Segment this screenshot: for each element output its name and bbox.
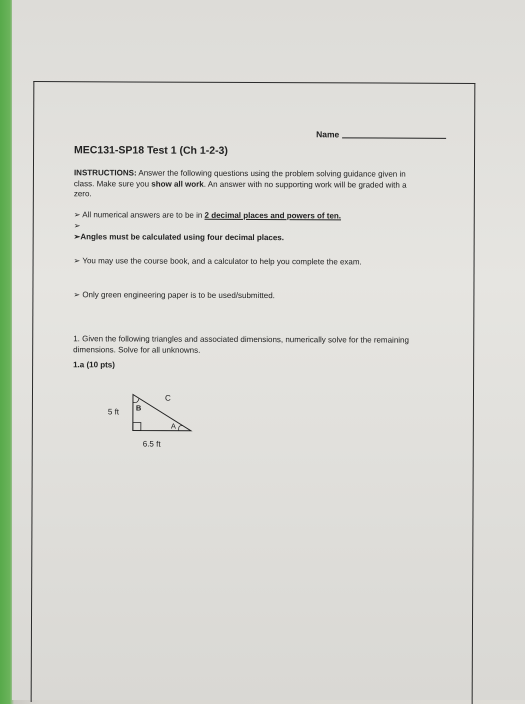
vertical-side-label: 5 ft [107, 407, 120, 417]
exam-title: MEC131-SP18 Test 1 (Ch 1-2-3) [74, 144, 228, 157]
bullet1-underlined: 2 decimal places and powers of ten. [204, 210, 342, 221]
bullet4-text: Only green engineering paper is to be used/submitted. [80, 290, 275, 301]
angle-a-arc [179, 426, 183, 431]
arrow-icon: ➢ [73, 232, 81, 242]
arrow-icon: ➢ [73, 290, 81, 300]
exam-page [31, 81, 476, 704]
angle-b-arc [133, 398, 139, 402]
instructions-text-a: Answer the following questions using the problem solving guidance given in class. Make sure you [73, 168, 406, 189]
bullet3-text: You may use the course book, and a calculator to help you complete the exam. [80, 256, 362, 267]
question-1: 1. Given the following triangles and associated dimensions, numerically solve for the remaining dimensions. Solve for all unknowns. [73, 334, 409, 355]
angle-b-label: B [135, 403, 142, 413]
bullet-empty [74, 221, 81, 232]
paper-sheet [12, 0, 525, 700]
arrow-icon: ➢ [73, 210, 81, 220]
bullet-course-book [74, 256, 414, 268]
instructions-text-b: . An answer with no supporting work will be graded with a zero. [73, 179, 407, 199]
angle-a-label: A [170, 421, 176, 431]
bullet-decimal-places [74, 210, 341, 222]
instructions [74, 168, 424, 201]
name-label: Name [316, 129, 340, 140]
hypotenuse-label: C [164, 393, 171, 403]
horizontal-side-label: 6.5 ft [142, 439, 161, 449]
question-1a-label: 1.a (10 pts) [73, 360, 115, 370]
bullet2-text: Angles must be calculated using four decimal places. [80, 232, 285, 243]
arrow-icon: ➢ [73, 221, 81, 231]
bullet-angles [74, 232, 284, 243]
right-triangle-diagram [103, 382, 223, 463]
name-field [316, 129, 446, 140]
name-line [342, 137, 446, 138]
bullet1-text: All numerical answers are to be in [80, 210, 205, 220]
instructions-bold: show all work [151, 179, 204, 189]
arrow-icon: ➢ [73, 256, 81, 266]
instructions-label: INSTRUCTIONS: [73, 168, 137, 178]
bullet-green-paper [73, 290, 275, 301]
right-angle-marker [133, 422, 141, 430]
